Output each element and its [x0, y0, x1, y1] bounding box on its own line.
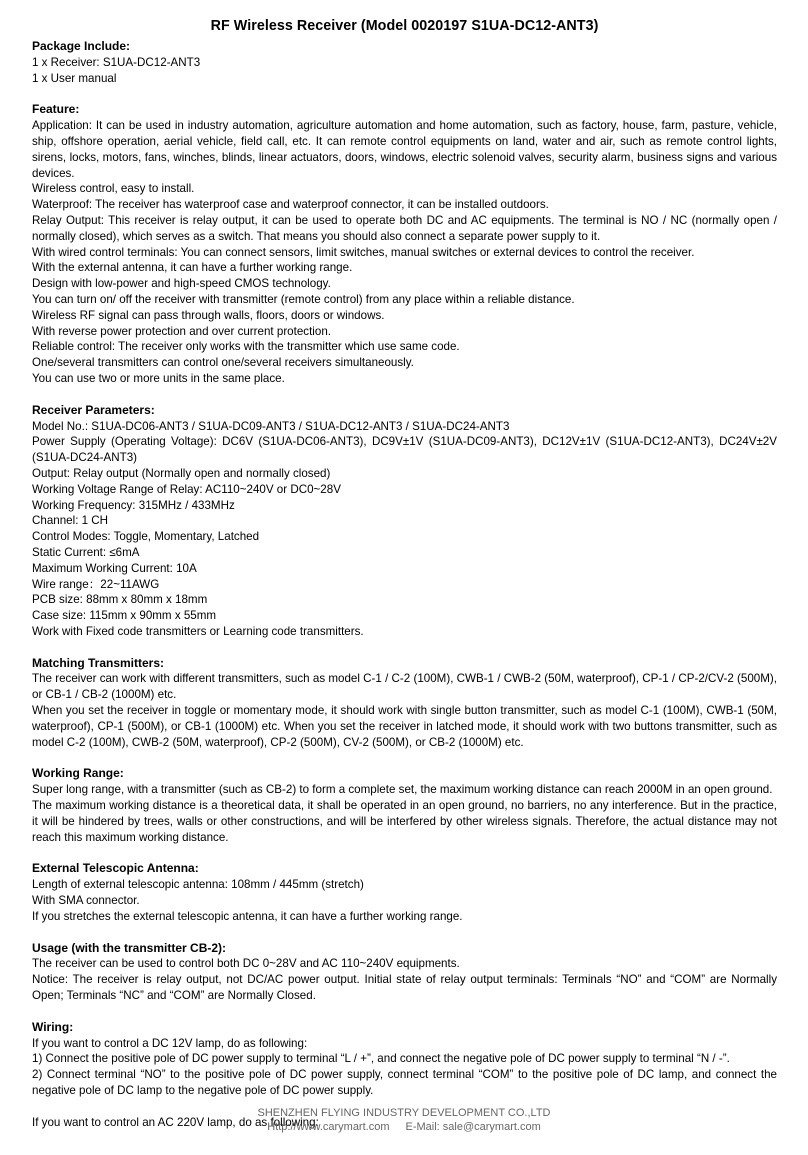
- section-antenna: [32, 861, 777, 924]
- page-footer: [0, 1106, 808, 1134]
- text-line: 2) Connect terminal “NO” to the positive pole of DC power supply, connect terminal “COM” to the positive pole of DC lamp, and connect the negative pole of DC lamp to the negative pole of DC power supply.: [32, 1068, 777, 1098]
- section-heading: Wiring:: [32, 1019, 74, 1034]
- text-line: The receiver can work with different transmitters, such as model C-1 / C-2 (100M), CWB-1 / CWB-2 (50M, waterproof), CP-1 / CP-2/CV-2 (500M), or CB-1 / CB-2 (1000M) etc.: [32, 672, 777, 702]
- text-line: PCB size: 88mm x 80mm x 18mm: [32, 593, 208, 607]
- text-line: Application: It can be used in industry automation, agriculture automation and home automation, such as factory, house, farm, pasture, vehicle, ship, offshore operation, aerial vehicle, field call, etc. It can remote control equipments on land, water and air, such as remote control lights, sirens, locks, motors, fans, winches, blinds, linear actuators, doors, windows, electric solenoid valves, security alarm, business signs and various devices.: [32, 119, 777, 180]
- footer-website-link[interactable]: Http://www.carymart.com: [267, 1121, 390, 1133]
- text-line: 1 x User manual: [32, 71, 117, 85]
- text-line: Maximum Working Current: 10A: [32, 561, 197, 575]
- section-heading: Feature:: [32, 102, 80, 117]
- text-line: Wireless control, easy to install.: [32, 182, 195, 196]
- text-line: Working Frequency: 315MHz / 433MHz: [32, 498, 235, 512]
- section-usage: [32, 941, 777, 1004]
- text-line: Wireless RF signal can pass through walls, floors, doors or windows.: [32, 308, 385, 322]
- text-line: With reverse power protection and over current protection.: [32, 324, 332, 338]
- section-feature: [32, 102, 777, 386]
- text-line: Model No.: S1UA-DC06-ANT3 / S1UA-DC09-ANT3 / S1UA-DC12-ANT3 / S1UA-DC24-ANT3: [32, 419, 510, 433]
- section-heading: External Telescopic Antenna:: [32, 861, 199, 876]
- text-line: If you stretches the external telescopic antenna, it can have a further working range.: [32, 909, 463, 923]
- text-line: With the external antenna, it can have a further working range.: [32, 261, 353, 275]
- footer-email-link[interactable]: E-Mail: sale@carymart.com: [405, 1121, 541, 1133]
- text-line: With wired control terminals: You can connect sensors, limit switches, manual switches or external devices to control the receiver.: [32, 245, 695, 259]
- text-line: One/several transmitters can control one/several receivers simultaneously.: [32, 356, 414, 370]
- section-transmitters: [32, 656, 777, 751]
- text-line: Static Current: ≤6mA: [32, 545, 140, 559]
- text-line: Control Modes: Toggle, Momentary, Latched: [32, 530, 260, 544]
- text-line: You can use two or more units in the same place.: [32, 371, 285, 385]
- text-line: If you want to control an AC 220V lamp, do as following:: [32, 1115, 319, 1129]
- section-heading: Package Include:: [32, 39, 131, 53]
- text-line: The maximum working distance is a theoretical data, it shall be operated in an open ground, no barriers, no any interference. But in the practice, it will be hindered by trees, walls or other constructions, and will be interfered by other wireless signals. Therefore, the actual distance may not reach this maximum working distance.: [32, 799, 777, 844]
- text-line: Wire range：22~11AWG: [32, 577, 160, 591]
- footer-contact: [0, 1120, 808, 1134]
- text-line: Working Voltage Range of Relay: AC110~240V or DC0~28V: [32, 482, 341, 496]
- text-line: Design with low-power and high-speed CMOS technology.: [32, 277, 331, 291]
- text-line: With SMA connector.: [32, 894, 140, 908]
- text-line: Channel: 1 CH: [32, 514, 109, 528]
- section-heading: Matching Transmitters:: [32, 655, 165, 670]
- text-line: Super long range, with a transmitter (such as CB-2) to form a complete set, the maximum working distance can reach 2000M in an open ground.: [32, 783, 773, 797]
- section-parameters: [32, 403, 777, 640]
- text-line: Relay Output: This receiver is relay output, it can be used to operate both DC and AC equipments. The terminal is NO / NC (normally open / normally closed), which serves as a switch. That means you should also connect a separate power supply to it.: [32, 213, 777, 243]
- text-line: Waterproof: The receiver has waterproof case and waterproof connector, it can be installed outdoors.: [32, 198, 549, 212]
- text-line: Work with Fixed code transmitters or Learning code transmitters.: [32, 624, 364, 638]
- footer-company: SHENZHEN FLYING INDUSTRY DEVELOPMENT CO.,LTD: [257, 1107, 551, 1119]
- text-line: Case size: 115mm x 90mm x 55mm: [32, 609, 217, 623]
- document-body: [32, 17, 777, 1146]
- text-line: 1 x Receiver: S1UA-DC12-ANT3: [32, 55, 201, 69]
- text-line: Output: Relay output (Normally open and normally closed): [32, 466, 331, 480]
- section-working-range: [32, 766, 777, 845]
- section-heading: Working Range:: [32, 766, 124, 781]
- text-line: If you want to control a DC 12V lamp, do as following:: [32, 1036, 308, 1050]
- text-line: 1) Connect the positive pole of DC power supply to terminal “L / +”, and connect the negative pole of DC power supply to terminal “N / -”.: [32, 1052, 730, 1066]
- text-line: Power Supply (Operating Voltage): DC6V (S1UA-DC06-ANT3), DC9V±1V (S1UA-DC09-ANT3), DC12V±1V (S1UA-DC12-ANT3), DC24V±2V (S1UA-DC24-ANT3): [32, 435, 777, 465]
- text-line: Length of external telescopic antenna: 108mm / 445mm (stretch): [32, 878, 364, 892]
- text-line: Reliable control: The receiver only works with the transmitter which use same code.: [32, 340, 460, 354]
- text-line: When you set the receiver in toggle or momentary mode, it should work with single button transmitter, such as model C-1 (100M), CWB-1 (50M, waterproof), CP-1 (500M), or CB-1 (1000M) etc. When you set the receiver in latched mode, it should work with two buttons transmitter, such as model C-2 (100M), CWB-2 (50M, waterproof), CP-2 (500M), CV-2 (500M), or CB-2 (1000M) etc.: [32, 704, 777, 749]
- section-package: [32, 39, 777, 86]
- section-heading: Usage (with the transmitter CB-2):: [32, 940, 227, 955]
- text-line: Notice: The receiver is relay output, not DC/AC power output. Initial state of relay output terminals: Terminals “NO” and “COM” are Normally Open; Terminals “NC” and “COM” are Normally Closed.: [32, 973, 777, 1003]
- text-line: You can turn on/ off the receiver with transmitter (remote control) from any place within a reliable distance.: [32, 292, 575, 306]
- section-heading: Receiver Parameters:: [32, 402, 155, 417]
- text-line: The receiver can be used to control both DC 0~28V and AC 110~240V equipments.: [32, 957, 460, 971]
- document-title: RF Wireless Receiver (Model 0020197 S1UA-DC12-ANT3): [210, 18, 599, 34]
